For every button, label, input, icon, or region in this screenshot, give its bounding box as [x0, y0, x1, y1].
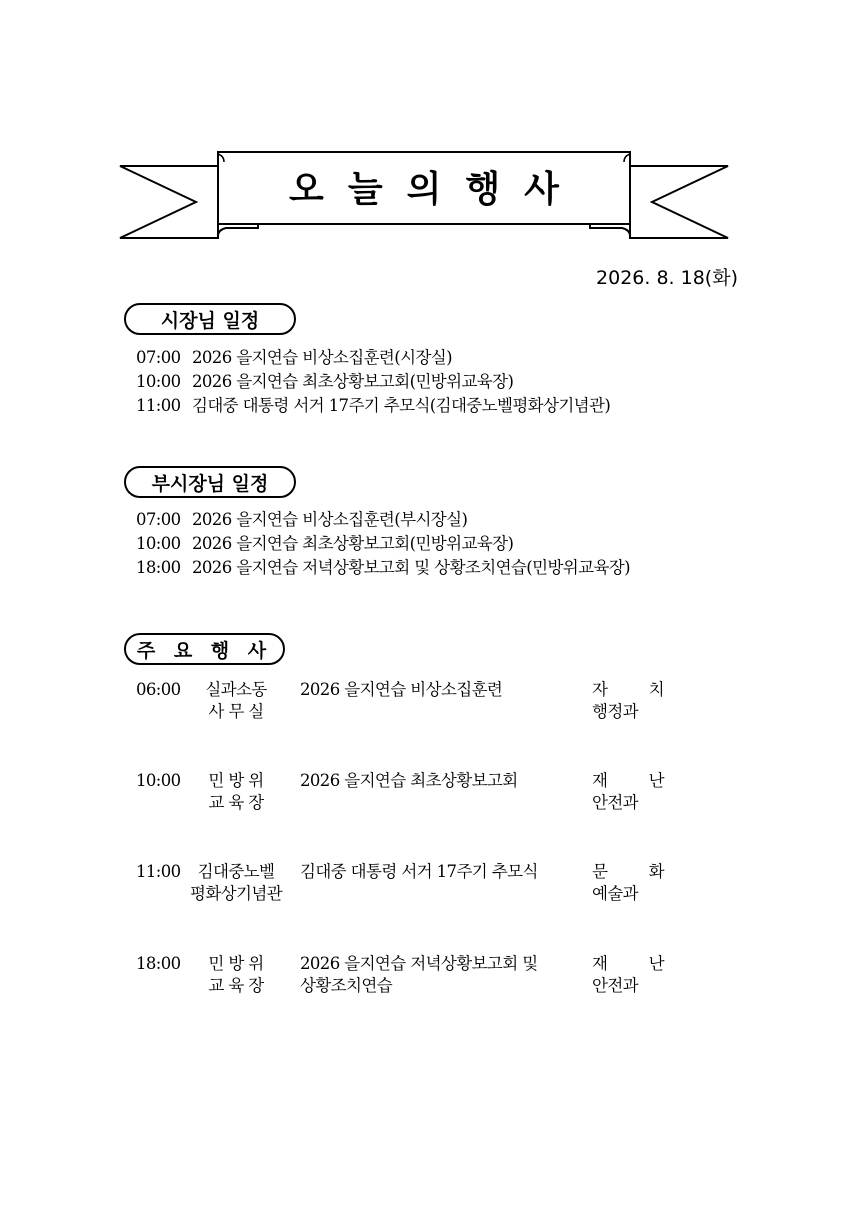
- schedule-row: [136, 532, 630, 556]
- schedule-time: 07:00: [136, 348, 181, 367]
- vice-mayor-schedule-list: [136, 508, 630, 580]
- title-banner: [118, 150, 730, 245]
- event-place: 실과소동 사 무 실: [205, 680, 267, 721]
- mayor-schedule-list: [136, 346, 610, 418]
- event-place: 민 방 위 교 육 장: [208, 771, 264, 812]
- schedule-text: 2026 을지연습 비상소집훈련(부시장실): [192, 510, 468, 529]
- event-time: 18:00: [136, 954, 181, 973]
- date-label: 2026. 8. 18(화): [596, 267, 738, 289]
- schedule-time: 10:00: [136, 534, 181, 553]
- event-time: 06:00: [136, 680, 181, 699]
- event-description: 김대중 대통령 서거 17주기 추모식: [300, 862, 538, 881]
- schedule-row: [136, 394, 610, 418]
- event-department: 재 난 안전과: [592, 771, 664, 812]
- event-row: [136, 953, 676, 997]
- schedule-time: 10:00: [136, 372, 181, 391]
- event-description: 2026 을지연습 저녁상황보고회 및 상황조치연습: [300, 954, 538, 995]
- mayor-schedule-heading: 시장님 일정: [124, 303, 296, 335]
- main-events-heading: 주 요 행 사: [124, 633, 285, 665]
- schedule-row: [136, 346, 610, 370]
- schedule-row: [136, 556, 630, 580]
- schedule-time: 11:00: [136, 396, 181, 415]
- schedule-time: 18:00: [136, 558, 181, 577]
- vice-mayor-schedule-heading: 부시장님 일정: [124, 466, 296, 498]
- event-department: 자 치 행정과: [592, 680, 664, 721]
- event-department: 재 난 안전과: [592, 954, 664, 995]
- event-time: 10:00: [136, 771, 181, 790]
- event-department: 문 화 예술과: [592, 862, 664, 903]
- event-place: 민 방 위 교 육 장: [208, 954, 264, 995]
- schedule-text: 2026 을지연습 최초상황보고회(민방위교육장): [192, 534, 514, 553]
- schedule-time: 07:00: [136, 510, 181, 529]
- page-title: 오늘의행사: [289, 168, 583, 210]
- event-time: 11:00: [136, 862, 181, 881]
- event-row: [136, 861, 676, 905]
- event-description: 2026 을지연습 최초상황보고회: [300, 771, 518, 790]
- schedule-row: [136, 508, 630, 532]
- event-row: [136, 770, 676, 814]
- schedule-row: [136, 370, 610, 394]
- schedule-text: 2026 을지연습 저녁상황보고회 및 상황조치연습(민방위교육장): [192, 558, 630, 577]
- schedule-text: 김대중 대통령 서거 17주기 추모식(김대중노벨평화상기념관): [192, 396, 611, 415]
- schedule-text: 2026 을지연습 비상소집훈련(시장실): [192, 348, 452, 367]
- event-description: 2026 을지연습 비상소집훈련: [300, 680, 503, 699]
- event-row: [136, 679, 676, 723]
- event-place: 김대중노벨 평화상기념관: [190, 862, 283, 903]
- schedule-text: 2026 을지연습 최초상황보고회(민방위교육장): [192, 372, 514, 391]
